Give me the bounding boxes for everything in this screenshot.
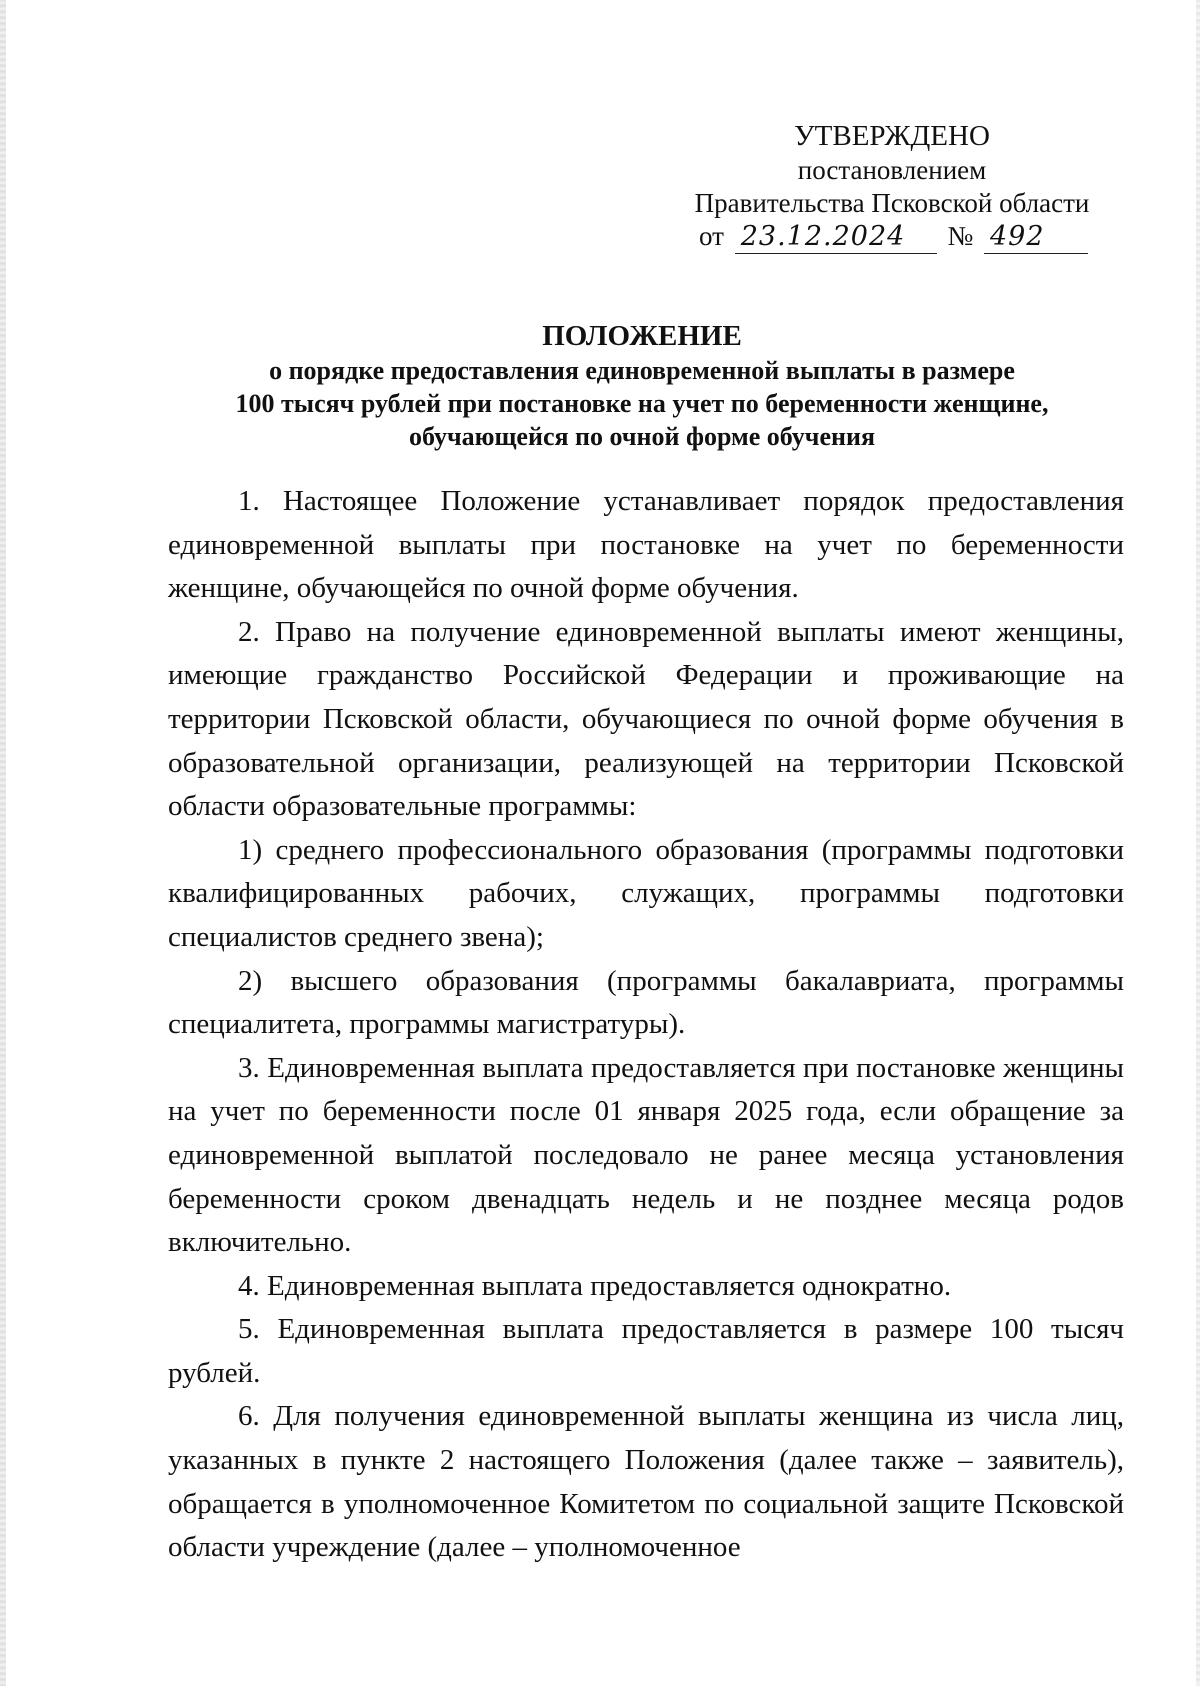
approval-line-government: Правительства Псковской области [694, 188, 1090, 218]
document-body [168, 480, 1124, 1570]
paragraph-6: 6. Для получения единовременной выплаты женщина из числа лиц, указанных в пункте 2 настоящего Положения (далее также – заявитель), обращается в уполномоченное Комитетом по социальной защите Псковской области учреждение (далее – уполномоченное [168, 1400, 1124, 1564]
subtitle-line-1: о порядке предоставления единовременной выплаты в размере [269, 356, 1015, 385]
scan-edge-right [1196, 0, 1200, 1686]
paragraph-3: 3. Единовременная выплата предоставляется при постановке женщины на учет по беременности после 01 января 2025 года, если обращение за единовременной выплатой последовало не ранее месяца установления беременности сроком двенадцать недель и не позднее месяца родов включительно. [168, 1051, 1124, 1259]
paragraph-1: 1. Настоящее Положение устанавливает порядок предоставления единовременной выплаты при постановке на учет по беременности женщине, обучающейся по очной форме обучения. [168, 485, 1124, 605]
handwritten-date: 23.12.2024 [735, 220, 937, 254]
document-heading [170, 318, 1114, 453]
approval-date-line [662, 220, 1122, 254]
approval-line-resolution: постановлением [797, 155, 987, 185]
paragraph-2: 2. Право на получение единовременной выплаты имеют женщины, имеющие гражданство Российской Федерации и проживающие на территории Псковской области, обучающиеся по очной форме обучения в образовательной организации, реализующей на территории Псковской области образовательные программы: [168, 615, 1124, 823]
paragraph-5: 5. Единовременная выплата предоставляется в размере 100 тысяч рублей. [168, 1313, 1124, 1389]
date-prefix: от [699, 221, 724, 251]
number-sign: № [947, 221, 974, 251]
scan-edge-left [0, 0, 6, 1686]
paragraph-2-item-1: 1) среднего профессионального образования (программы подготовки квалифицированных рабочих, служащих, программы подготовки специалистов среднего звена); [168, 833, 1124, 953]
subtitle-line-2: 100 тысяч рублей при постановке на учет по беременности женщине, [235, 389, 1049, 418]
paragraph-2-item-2: 2) высшего образования (программы бакалавриата, программы специалитета, программы магистратуры). [168, 964, 1124, 1041]
document-title: ПОЛОЖЕНИЕ [542, 320, 742, 352]
handwritten-number: 492 [984, 220, 1088, 254]
paragraph-4: 4. Единовременная выплата предоставляется однократно. [238, 1269, 952, 1302]
subtitle-line-3: обучающейся по очной форме обучения [408, 422, 876, 451]
approval-title: УТВЕРЖДЕНО [794, 120, 990, 152]
approval-block [662, 118, 1122, 254]
